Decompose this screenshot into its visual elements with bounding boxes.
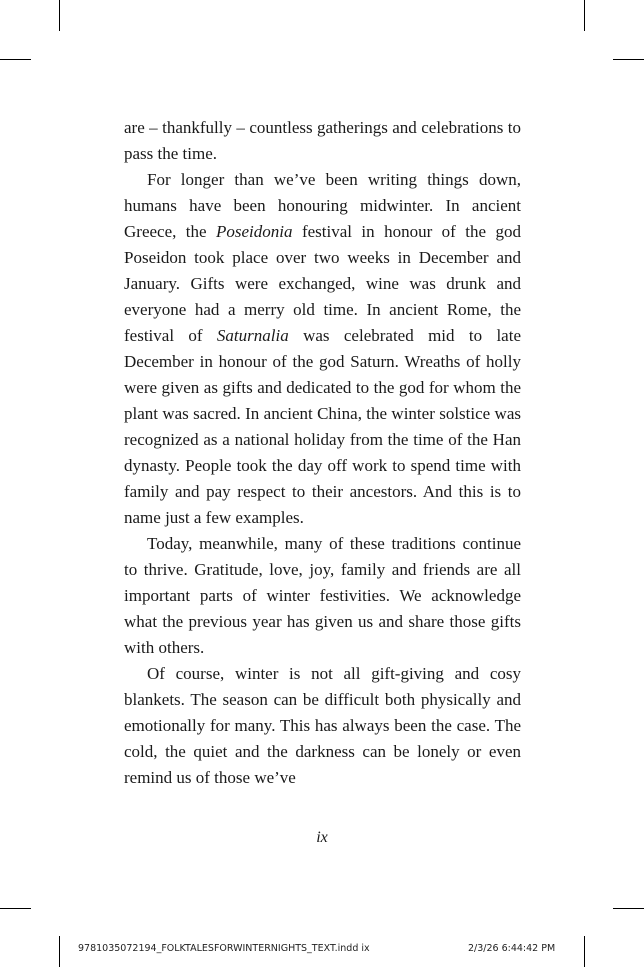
italic-term: Saturnalia xyxy=(216,326,289,345)
slug-timestamp: 2/3/26 6:44:42 PM xyxy=(468,943,556,954)
body-text xyxy=(124,115,521,791)
crop-mark-top-right-horizontal xyxy=(613,59,644,60)
paragraph xyxy=(124,531,521,661)
crop-mark-bottom-right-horizontal xyxy=(613,908,644,909)
page-number: ix xyxy=(316,829,328,846)
slug-filename: 9781035072194_FOLKTALESFORWINTERNIGHTS_TEXT.indd ix xyxy=(78,943,370,954)
crop-mark-bottom-left-vertical xyxy=(59,936,60,967)
paragraph-text: festival in honour of the god Poseidon took place over two weeks in December and January. Gifts were exchanged, wine was drunk and everyone had a merry old time. In ancient Rome, the festival of xyxy=(124,222,521,345)
paragraph-text: Of course, winter is not all gift-giving and cosy blankets. The season can be difficult both physically and emotionally for many. This has always been the case. The cold, the quiet and the darkness can be lonely or even remind us of those we’ve xyxy=(124,664,521,787)
paragraph xyxy=(124,661,521,791)
crop-mark-bottom-left-horizontal xyxy=(0,908,31,909)
italic-term: Poseidonia xyxy=(216,222,293,241)
crop-mark-top-right-vertical xyxy=(584,0,585,31)
crop-mark-bottom-right-vertical xyxy=(584,936,585,967)
paragraph-text: Today, meanwhile, many of these traditions continue to thrive. Gratitude, love, joy, family and friends are all important parts of winter festivities. We acknowledge what the previous year has given us and share those gifts with others. xyxy=(124,534,521,657)
paragraph-text: For longer than we’ve been writing things down, humans have been honouring midwinter. In ancient Greece, the xyxy=(124,170,521,241)
paragraph-text: was celebrated mid to late December in honour of the god Saturn. Wreaths of holly were given as gifts and dedicated to the god for whom the plant was sacred. In ancient China, the winter solstice was recognized as a national holiday from the time of the Han dynasty. People took the day off work to spend time with family and pay respect to their ancestors. And this is to name just a few examples. xyxy=(124,326,521,527)
crop-mark-top-left-vertical xyxy=(59,0,60,31)
paragraph-text: are – thankfully – countless gatherings and celebrations to pass the time. xyxy=(124,118,521,163)
paragraph xyxy=(124,115,521,167)
crop-mark-top-left-horizontal xyxy=(0,59,31,60)
paragraph xyxy=(124,167,521,531)
